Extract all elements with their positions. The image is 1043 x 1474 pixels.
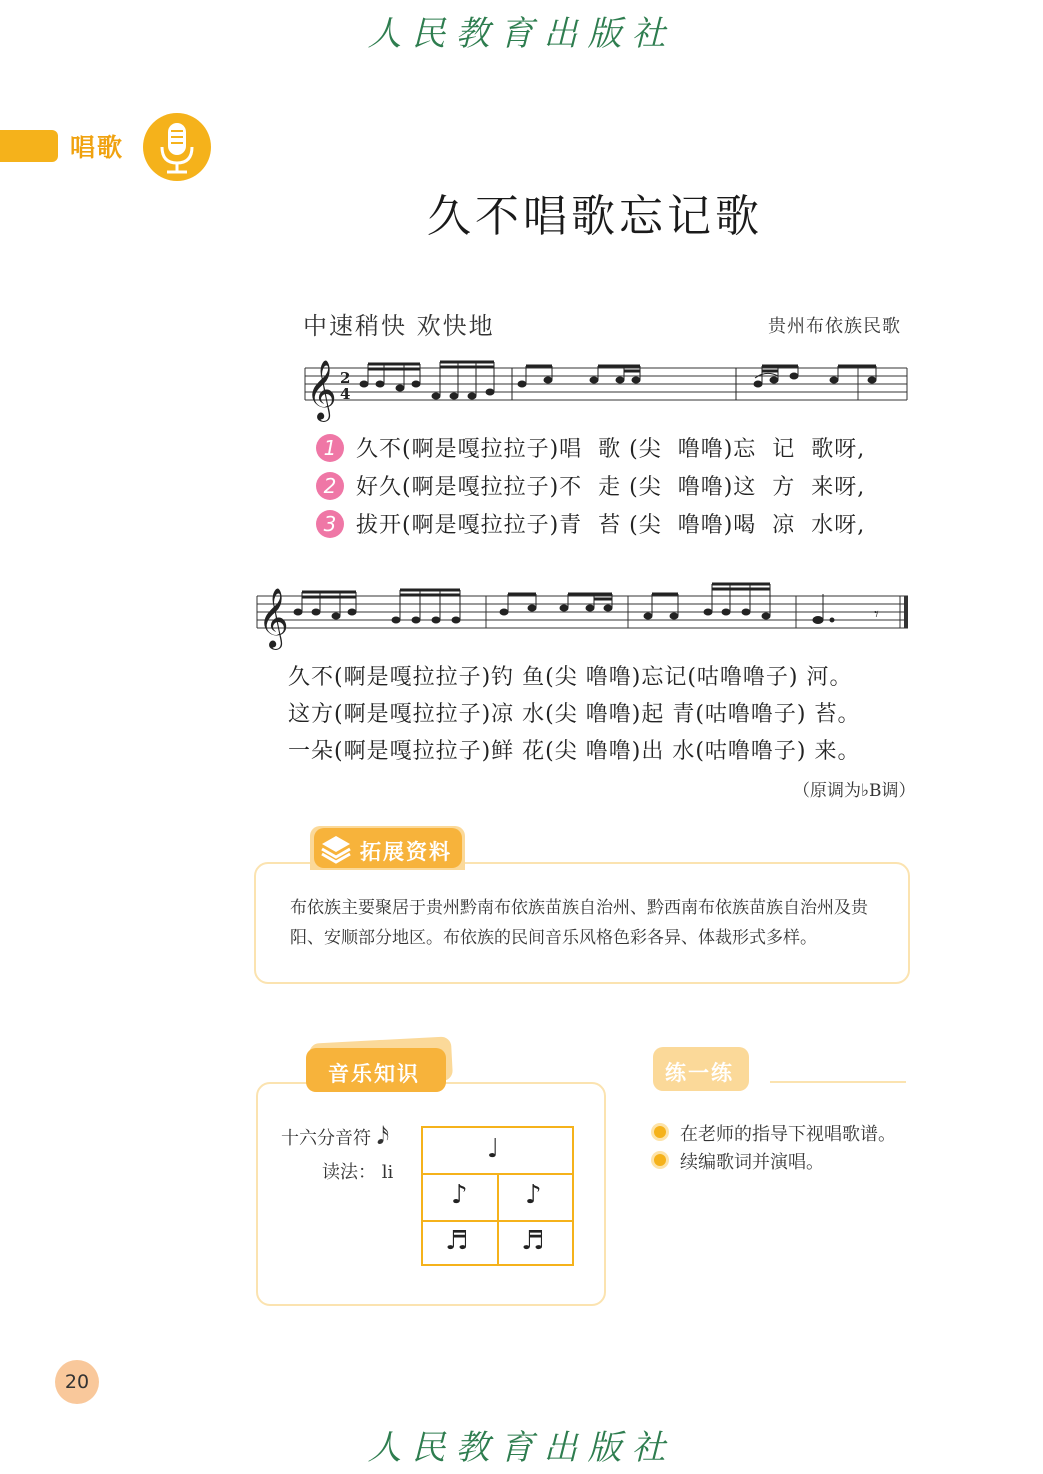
note-value-grid	[421, 1126, 574, 1266]
section-label: 唱歌	[70, 133, 125, 162]
lyric-line: 久不(啊是嘎拉拉子)唱 歌 (尖 噜噜)忘 记 歌呀,	[356, 437, 866, 462]
section-bar	[0, 130, 58, 162]
music-staff-2	[252, 580, 912, 652]
page-number: 20	[64, 1371, 90, 1393]
bullet-icon	[654, 1126, 666, 1138]
practice-item: 在老师的指导下视唱歌谱。	[680, 1124, 896, 1145]
publisher-logo-footer: 人民教育出版社	[367, 1428, 676, 1468]
sixteenth-note-icon: 𝅘𝅥𝅯	[376, 1122, 390, 1150]
practice-title: 练一练	[665, 1061, 734, 1085]
eighth-note-icon: ♪	[525, 1180, 542, 1210]
sixteenth-pair-icon: ♬	[445, 1226, 469, 1256]
reading-label: 读法： li	[322, 1162, 394, 1183]
publisher-logo: 人民教育出版社	[367, 14, 676, 54]
note-label-text: 十六分音符	[281, 1128, 371, 1149]
verse-badge-2: 2	[316, 472, 344, 500]
svg-text:𝄞: 𝄞	[306, 360, 337, 420]
verse-badge-1: 1	[316, 434, 344, 462]
tempo-marking: 中速稍快 欢快地	[303, 312, 495, 340]
microphone-icon	[143, 113, 211, 181]
song-title: 久不唱歌忘记歌	[427, 191, 763, 242]
bullet-icon	[654, 1154, 666, 1166]
lyric-line: 一朵(啊是嘎拉拉子)鲜 花(尖 噜噜)出 水(咕噜噜子) 来。	[288, 739, 861, 764]
lyric-line: 拔开(啊是嘎拉拉子)青 苔 (尖 噜噜)喝 凉 水呀,	[356, 513, 866, 538]
lyric-line: 这方(啊是嘎拉拉子)凉 水(尖 噜噜)起 青(咕噜噜子) 苔。	[288, 702, 861, 727]
verse-badge-3: 3	[316, 510, 344, 538]
layers-icon	[318, 832, 354, 866]
key-note: （原调为♭B调）	[793, 781, 916, 801]
quarter-note-icon: ♩	[487, 1134, 500, 1164]
sixteenth-note-label	[281, 1122, 389, 1150]
svg-text:2: 2	[340, 369, 351, 387]
svg-text:𝄾: 𝄾	[874, 604, 879, 625]
lyric-line: 好久(啊是嘎拉拉子)不 走 (尖 噜噜)这 方 来呀,	[356, 475, 866, 500]
music-staff-1	[300, 352, 910, 424]
song-origin: 贵州布依族民歌	[768, 316, 901, 337]
eighth-note-icon: ♪	[451, 1180, 468, 1210]
extension-text: 布依族主要聚居于贵州黔南布依族苗族自治州、黔西南布依族苗族自治州及贵阳、安顺部分地区。布依族的民间音乐风格色彩各异、体裁形式多样。	[290, 898, 868, 948]
practice-item: 续编歌词并演唱。	[680, 1152, 824, 1173]
svg-text:4: 4	[340, 385, 351, 403]
music-knowledge-title: 音乐知识	[328, 1062, 420, 1086]
sixteenth-pair-icon: ♬	[521, 1226, 545, 1256]
svg-text:𝄞: 𝄞	[258, 588, 289, 648]
practice-divider	[770, 1081, 906, 1083]
extension-title: 拓展资料	[360, 840, 452, 864]
lyric-line: 久不(啊是嘎拉拉子)钓 鱼(尖 噜噜)忘记(咕噜噜子) 河。	[288, 665, 853, 690]
